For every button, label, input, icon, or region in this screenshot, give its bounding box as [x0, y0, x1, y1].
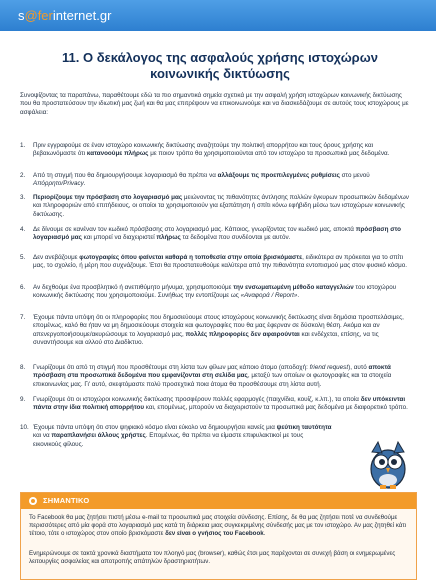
item-text-part: Γνωρίζουμε ότι από τη στιγμή που προσθέτουμε στη λίστα των φίλων μας κάποιο άτομο (αποδοχή: — [33, 364, 310, 371]
important-note-box — [20, 492, 417, 580]
note-label: ΣΗΜΑΝΤΙΚΟ — [43, 496, 90, 505]
item-text — [33, 142, 411, 176]
item-text-part: Από τη στιγμή που θα δημιουργήσουμε λογαριασμό θα πρέπει να — [33, 172, 218, 179]
site-logo[interactable] — [18, 7, 111, 25]
item-bold: φωτογραφίες όπου φαίνεται καθαρά η τοποθεσία στην οποία βρισκόμαστε — [79, 254, 303, 261]
item-text-part: Δε δίνουμε σε κανέναν τον κωδικό πρόσβασης στο λογαριασμό μας. Κάποιος, γνωρίζοντας τον κωδικό μας, αποκτά — [33, 226, 356, 233]
item-number: 10. — [20, 424, 29, 431]
item-italic: «Αναφορά / Report» — [240, 292, 298, 300]
list-item — [20, 194, 412, 228]
item-text-part: και, επομένως, μπορούν να διαχειριστούν τα προσωπικά μας δεδομένα με διαφορετικό τρόπο. — [144, 404, 408, 412]
title-line-2: κοινωνικής δικτύωσης — [150, 66, 290, 81]
item-bold: ψεύτικη ταυτότητα — [276, 424, 332, 431]
header-band — [0, 0, 436, 31]
page-title — [20, 50, 420, 84]
item-text — [33, 254, 411, 288]
item-text-part: και ενδέχεται, επίσης, να τις συναντήσουμε και αλλού στο Διαδίκτυο. — [33, 330, 379, 347]
item-text-part: . — [83, 180, 86, 188]
item-italic: friend request — [309, 364, 349, 371]
item-text-part: με ποιον τρόπο θα χρησιμοποιούνται από τον ιστοχώρο τα προσωπικά μας δεδομένα. — [148, 150, 390, 158]
note-text-part: Το Facebook θα μας ζητήσει πιστή μέσω e-mail τα προσωπικά μας στοιχεία σύνδεσης. Επίσης, δε θα μας ζητήσει ποτέ να συνδεθούμε περισσότερες από μία φορά στο λογαριασμό μας κατά τη διάρκεια μιας συγκεκριμένης σύνδεσής μας με τον ιστοχώρο. Αν μας ζητηθεί κάτι τέτοιο, τότε ο ιστοχώρος στον οποίο βρισκόμαστε — [29, 514, 407, 538]
item-number: 1. — [20, 142, 26, 149]
list-item — [20, 284, 412, 318]
list-item — [20, 314, 412, 358]
item-text — [33, 194, 411, 228]
item-number: 2. — [20, 172, 26, 179]
list-item — [20, 142, 412, 176]
note-paragraph-2: Ενημερώνουμε σε τακτά χρονικά διαστήματα τον πλοηγό μας (browser), καθώς έτσι μας παρέχονται σε συνεχή βάση οι ενημερωμένες λειτουργίες ασφαλείας και αποτροπής απάτηλών δραστηριοτήτων. — [29, 550, 396, 566]
item-text-part: και να — [33, 432, 52, 440]
item-text-part: . — [297, 292, 300, 300]
list-item — [20, 254, 412, 288]
item-text-part: , μεταξύ των οποίων οι φωτογραφίες και τα στοιχεία επικοινωνίας μας. Γι' αυτό, σκεφτόμαστε πολύ προσεχτικά ποια άτομα θα προσθέσουμε στη λίστα αυτή. — [33, 372, 392, 388]
item-text — [33, 364, 411, 398]
item-bold: παραπλανήσει άλλους χρήστες — [51, 432, 146, 440]
item-number: 9. — [20, 396, 26, 403]
item-text-part: ), αυτό — [348, 364, 369, 371]
item-text-part: και μπορεί να διαχειριστεί — [81, 234, 157, 242]
item-text-part: . Επομένως, θα πρέπει να είμαστε επιφυλακτικοί με τους εικονικούς φίλους. — [33, 432, 304, 448]
logo-mid: @fer — [24, 8, 53, 23]
item-number: 6. — [20, 284, 26, 291]
item-text-part: Έχουμε πάντα υπόψη ότι οι πληροφορίες που δημοσιεύουμε στους ιστοχώρους κοινωνικής δικτύωσης είναι δημόσια προσπελάσιμες, επομένως, καλό θα ήταν να μη δημοσιεύουμε στοιχεία και φωτογραφίες που θα μας έφερναν σε δύσκολη θέση. Ακόμα και αν απενεργοποιήσουμε/ακυρώσουμε το λογαριασμό μας, — [33, 314, 404, 338]
item-text-part: Αν δεχθούμε ένα προσβλητικό ή ανεπιθύμητο μήνυμα, χρησιμοποιούμε — [33, 284, 234, 291]
item-text-part: τα δεδομένα που συνδέονται με αυτόν. — [180, 234, 291, 242]
item-bold: δεν υπόκεινται πάντα στην ίδια πολιτική απορρήτου — [33, 396, 406, 412]
item-number: 7. — [20, 314, 26, 321]
item-text-part: μειώνοντας τις πιθανότητες άντλησης πολλών έγκυρων προσωπικών δεδομένων και πληροφοριών από επιτήδειους, οι οποίοι τα χρησιμοποιούν για εξαπάτηση ή σπίτι κόνω εφήβιδη μέσω των ιστοχώρων κοινωνικής δικτύωσης. — [33, 194, 409, 218]
item-text — [33, 284, 411, 318]
item-text-part: Έχουμε πάντα υπόψη ότι στον ψηφιακό κόσμο είναι εύκολο να δημιουργήσει κανείς μια — [33, 424, 277, 431]
item-bold: αποκτά πρόσβαση στα προσωπικά δεδομένα που εμφανίζονται στη σελίδα μας — [33, 364, 391, 380]
list-item — [20, 424, 412, 458]
list-item — [20, 364, 412, 398]
item-number: 8. — [20, 364, 26, 371]
item-number: 3. — [20, 194, 26, 201]
note-text-part: . — [263, 530, 266, 538]
item-number: 4. — [20, 226, 26, 233]
item-text-part: Πριν εγγραφούμε σε έναν ιστοχώρο κοινωνικής δικτύωσης αναζητούμε την πολιτική απορρήτου και τους όρους χρήσης και βεβαιωνόμαστε ότι — [33, 142, 374, 158]
item-italic: Απόρρητο/Privacy — [33, 180, 84, 188]
item-text-part: του ιστοχώρου κοινωνικής δικτύωσης που χρησιμοποιούμε. Συνήθως την εντοπίζουμε ως — [33, 284, 397, 300]
item-bold: αλλάξουμε τις προεπιλεγμένες ρυθμίσεις — [217, 172, 340, 179]
rules-list — [20, 142, 412, 482]
title-line-1: 11. Ο δεκάλογος της ασφαλούς χρήσης ιστοχώρων — [62, 50, 378, 65]
item-text — [33, 314, 411, 358]
note-bold: δεν είναι ο γνήσιος του Facebook — [165, 530, 264, 538]
logo-prefix: s — [18, 8, 25, 23]
item-bold: κατανοούμε πλήρως — [86, 150, 149, 158]
item-bold: πλήρως — [156, 234, 181, 242]
item-number: 5. — [20, 254, 26, 261]
logo-suffix: internet.gr — [52, 8, 112, 23]
item-text-part: Δεν ανεβάζουμε — [33, 254, 80, 261]
note-paragraph-1 — [29, 514, 409, 546]
item-text-part: , ειδικότερα αν πρόκειται για το σπίτι μας, το σχολείο, ή μέρη που συχνάζουμε. Έτσι θα προστατευθούμε καλύτερα από την πιθανότητα εντοπισμού μας στον φυσικό κόσμο. — [33, 254, 408, 270]
bullet-circle-icon — [29, 497, 37, 505]
owl-mascot-icon — [360, 436, 416, 492]
item-bold: την ενσωματωμένη μέθοδο καταγγελιών — [233, 284, 354, 291]
item-bold: Περιορίζουμε την πρόσβαση στο λογαριασμό μας — [33, 194, 183, 201]
item-text-part: στο μενού — [339, 172, 370, 179]
note-header — [21, 493, 416, 509]
intro-paragraph: Συνοψίζοντας τα παραπάνω, παραθέτουμε εδώ τα πιο σημαντικά σημεία σχετικά με την ασφαλή χρήση ιστοχώρων κοινωνικής δικτύωσης που θα προστατεύσουν την ιδιωτική μας ζωή και θα μας επιτρέψουν να επικοινωνούμε και να διασκεδάζουμε σε αυτούς τους ιστοχώρους με ασφάλεια: — [20, 92, 409, 116]
item-bold: πολλές πληροφορίες δεν αφαιρούνται — [185, 330, 300, 338]
item-text — [33, 424, 333, 458]
item-text-part: Γνωρίζουμε ότι οι ιστοχώροι κοινωνικής δικτύωσης προσφέρουν πολλές εφαρμογές (παιχνίδια, κουίζ, κ.λπ.), τα οποία — [33, 396, 361, 403]
item-bold: πρόσβαση στο λογαριασμό μας — [33, 226, 401, 242]
